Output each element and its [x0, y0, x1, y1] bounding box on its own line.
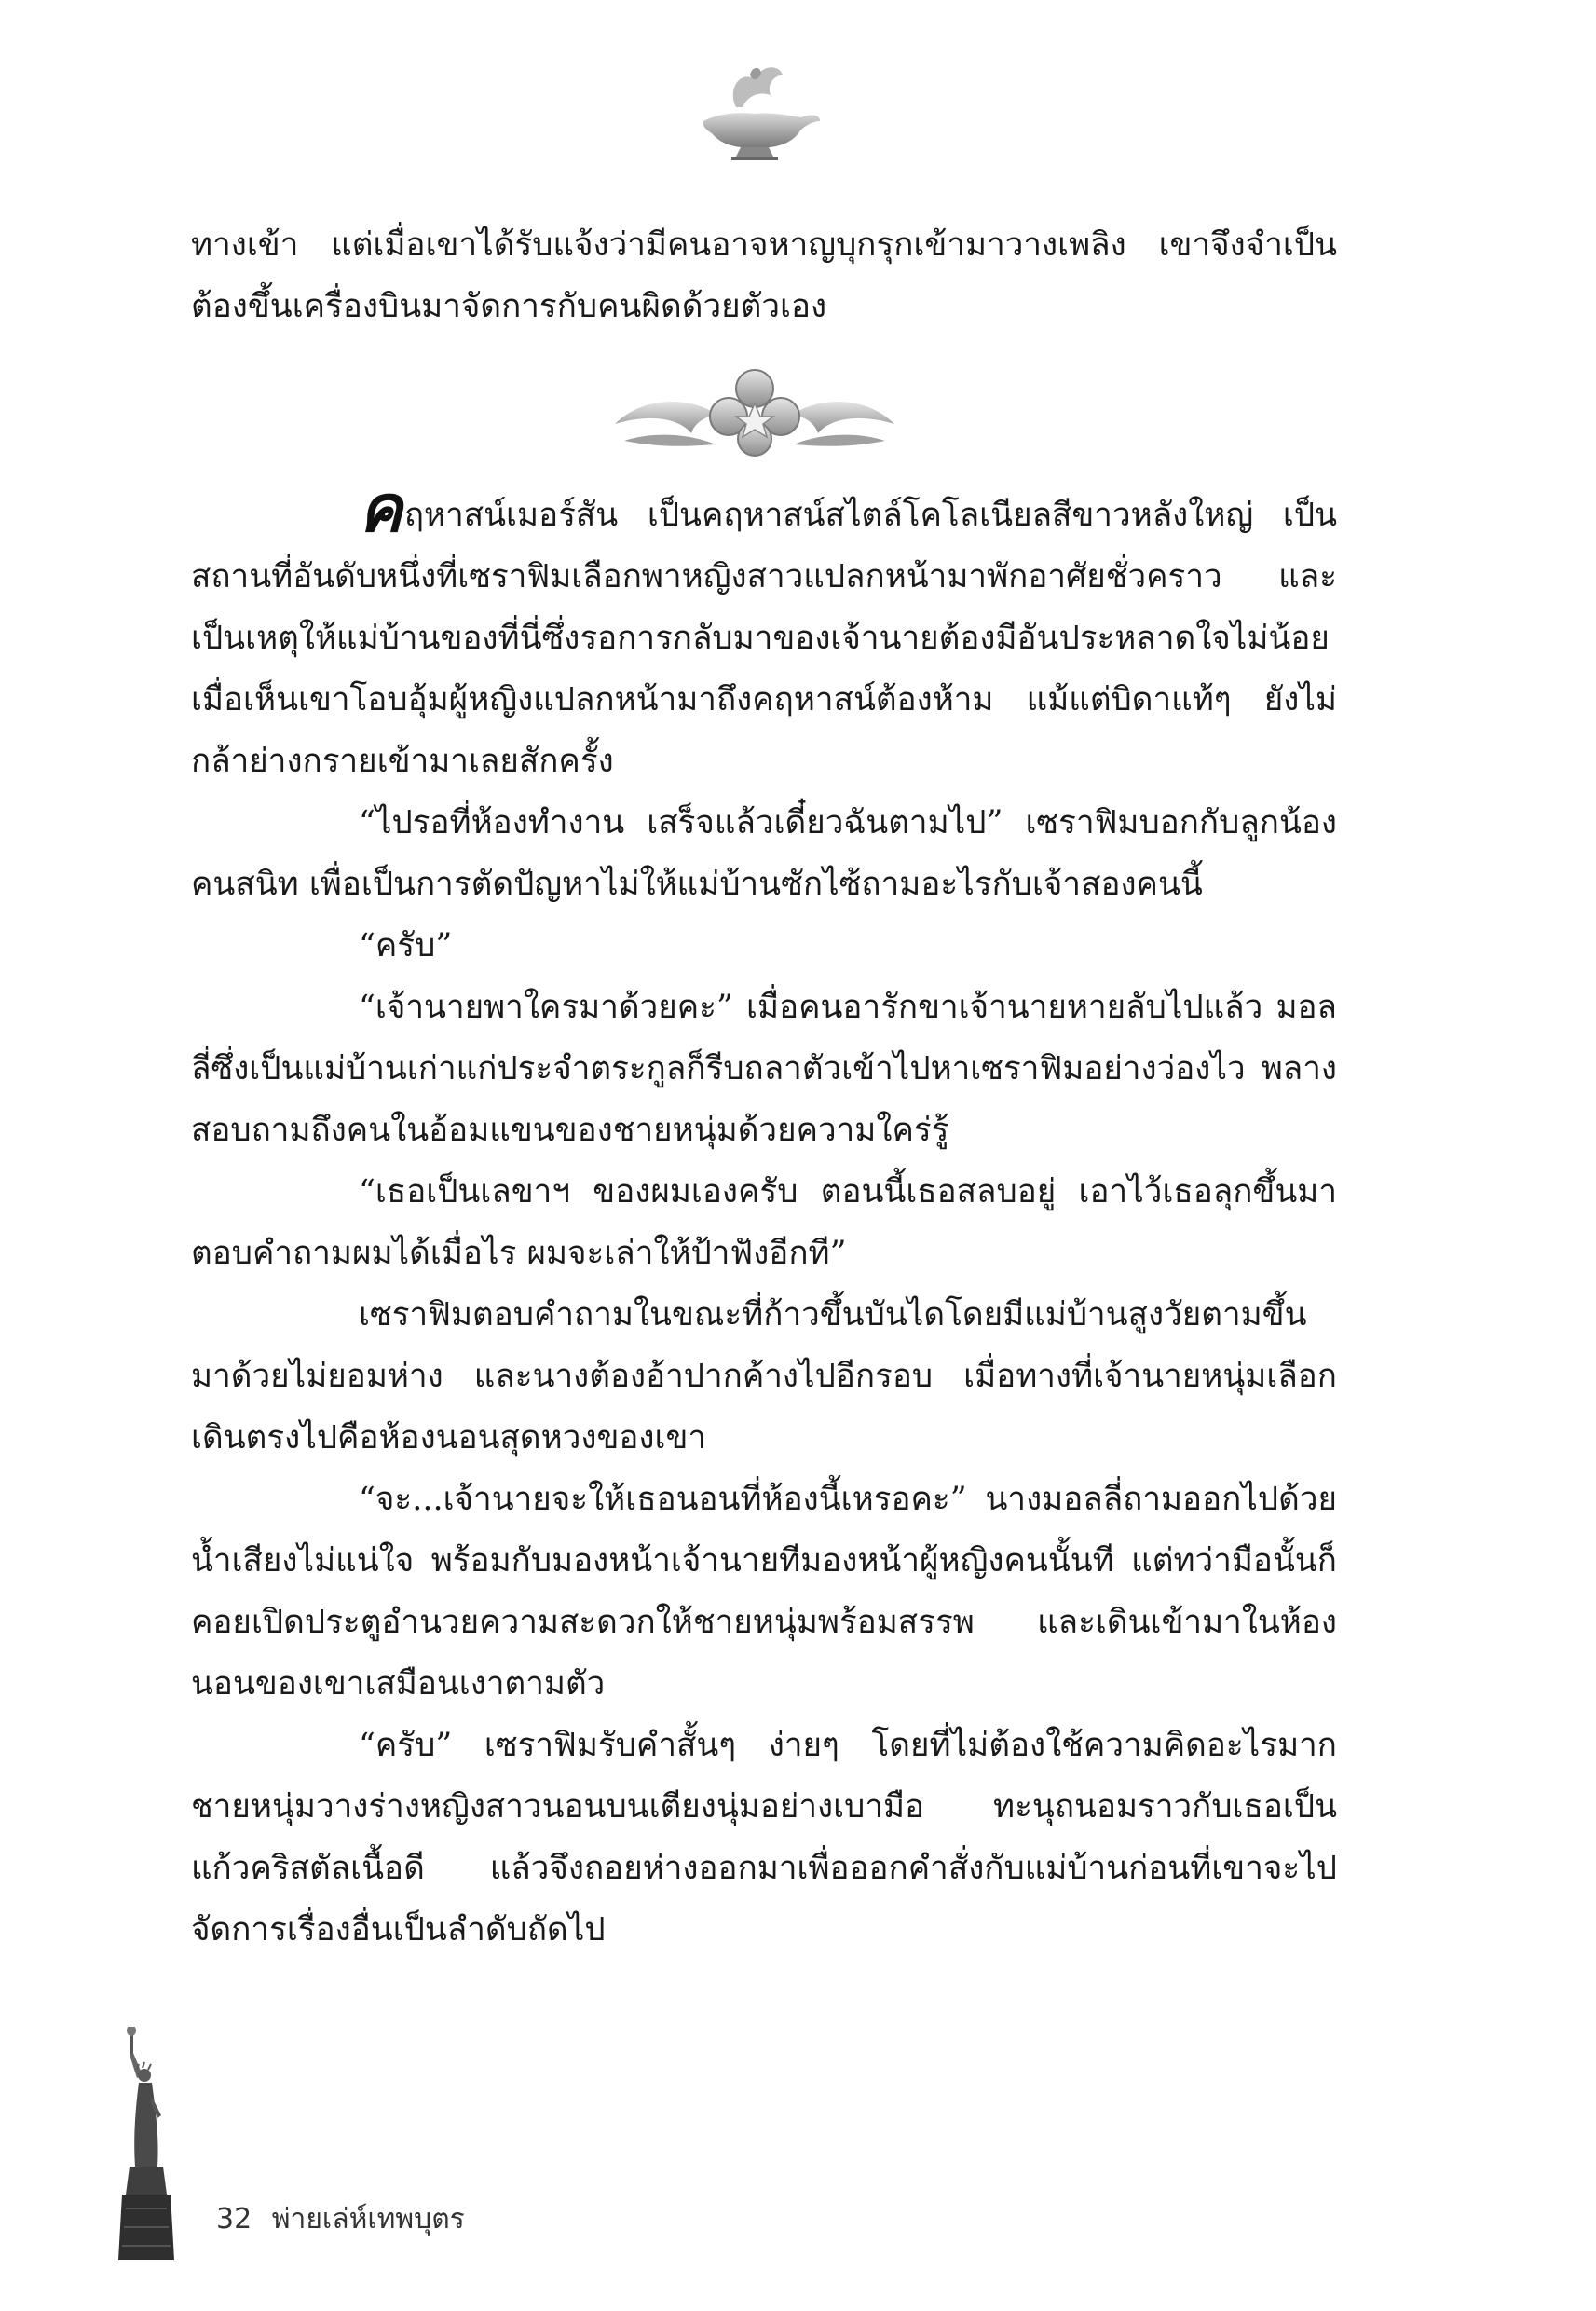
paragraph: “จะ...เจ้านายจะให้เธอนอนที่ห้องนี้เหรอคะ” นางมอลลี่ถามออกไปด้วยน้ำเสียงไม่แน่ใจ พร้อมกับมองหน้าเจ้านายทีมองหน้าผู้หญิงคนนั้นที แต่ทว่ามือนั้นก็คอยเปิดประตูอำนวยความสะดวกให้ชายหนุ่มพร้อมสรรพ และเดินเข้ามาในห้องนอนของเขาเสมือนเงาตามตัว — [191, 1481, 1337, 1702]
main-text — [191, 471, 1337, 1961]
statue-of-liberty-icon — [116, 2027, 182, 2260]
paragraph: “ครับ” — [359, 927, 453, 964]
paragraph: “เธอเป็นเลขาฯ ของผมเองครับ ตอนนี้เธอสลบอยู่ เอาไว้เธอลุกขึ้นมาตอบคำถามผมได้เมื่อไร ผมจะเล่าให้ป้าฟังอีกที” — [191, 1173, 1337, 1272]
top-paragraph — [191, 214, 1337, 337]
paragraph-text: ทางเข้า แต่เมื่อเขาได้รับแจ้งว่ามีคนอาจหาญบุกรุกเข้ามาวางเพลิง เขาจึงจำเป็นต้องขึ้นเครื่องบินมาจัดการกับคนผิดด้วยตัวเอง — [191, 226, 1337, 325]
paragraph: “ครับ” เซราฟิมรับคำสั้นๆ ง่ายๆ โดยที่ไม่ต้องใช้ความคิดอะไรมาก ชายหนุ่มวางร่างหญิงสาวนอนบนเตียงนุ่มอย่างเบามือ ทะนุถนอมราวกับเธอเป็นแก้วคริสตัลเนื้อดี แล้วจึงถอยห่างออกมาเพื่อออกคำสั่งกับแม่บ้านก่อนที่เขาจะไปจัดการเรื่องอื่นเป็นลำดับถัดไป — [191, 1727, 1337, 1949]
genie-lamp-icon — [685, 56, 825, 163]
paragraph: “เจ้านายพาใครมาด้วยคะ” เมื่อคนอารักขาเจ้านายหายลับไปแล้ว มอลลี่ซึ่งเป็นแม่บ้านเก่าแก่ประจำตระกูลก็รีบถลาตัวเข้าไปหาเซราฟิมอย่างว่องไว พลางสอบถามถึงคนในอ้อมแขนของชายหนุ่มด้วยความใคร่รู้ — [191, 989, 1337, 1149]
book-title: พ่ายเล่ห์เทพบุตร — [271, 2203, 465, 2236]
paragraph: เซราฟิมตอบคำถามในขณะที่ก้าวขึ้นบันไดโดยมีแม่บ้านสูงวัยตามขึ้นมาด้วยไม่ยอมห่าง และนางต้องอ้าปากค้างไปอีกรอบ เมื่อทางที่เจ้านายหนุ่มเลือกเดินตรงไปคือห้องนอนสุดหวงของเขา — [191, 1296, 1337, 1456]
page-number: 32 — [216, 2203, 252, 2236]
page-footer — [216, 2197, 476, 2241]
dropcap: ค — [359, 471, 402, 547]
paragraph: “ไปรอที่ห้องทำงาน เสร็จแล้วเดี๋ยวฉันตามไป” เซราฟิมบอกกับลูกน้องคนสนิท เพื่อเป็นการตัดปัญหาไม่ให้แม่บ้านซักไซ้ถามอะไรกับเจ้าสองคนนี้ — [191, 804, 1337, 903]
paragraph — [191, 471, 1337, 792]
floral-divider-icon — [606, 359, 904, 463]
paragraph-text: ฤหาสน์เมอร์สัน เป็นคฤหาสน์สไตล์โคโลเนียลสีขาวหลังใหญ่ เป็นสถานที่อันดับหนึ่งที่เซราฟิมเลือกพาหญิงสาวแปลกหน้ามาพักอาศัยชั่วคราว และเป็นเหตุให้แม่บ้านของที่นี่ซึ่งรอการกลับมาของเจ้านายต้องมีอันประหลาดใจไม่น้อย เมื่อเห็นเขาโอบอุ้มผู้หญิงแปลกหน้ามาถึงคฤหาสน์ต้องห้าม แม้แต่บิดาแท้ๆ ยังไม่กล้าย่างกรายเข้ามาเลยสักครั้ง — [191, 497, 1337, 780]
